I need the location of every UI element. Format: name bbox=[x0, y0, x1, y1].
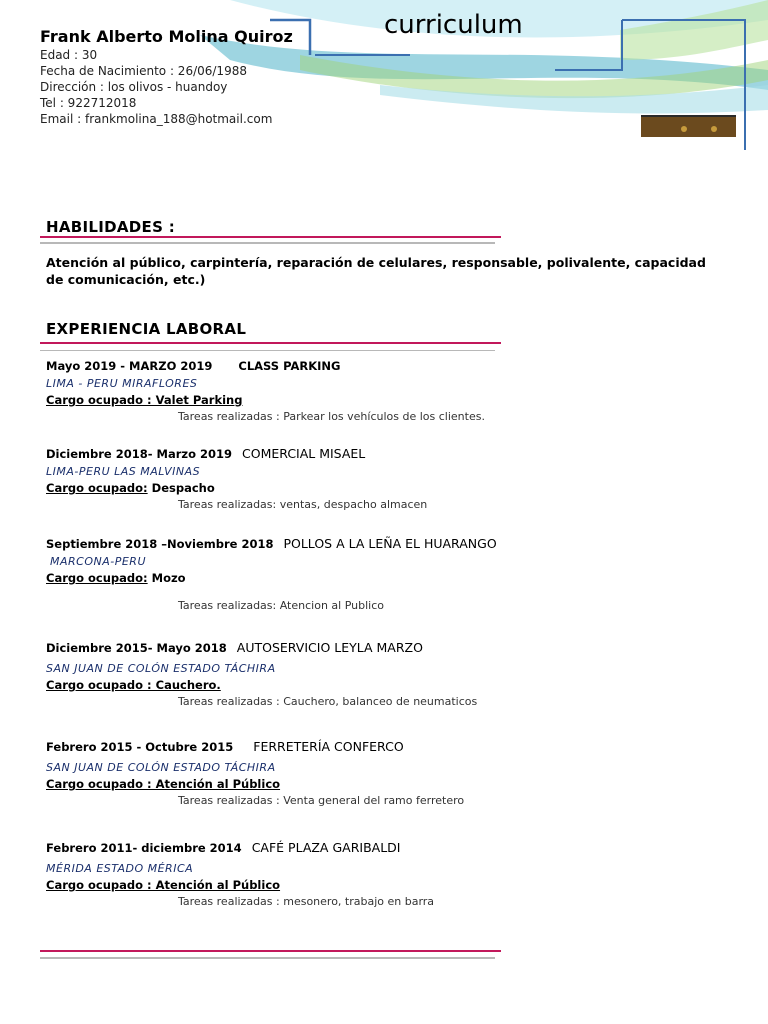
skills-heading: HABILIDADES : bbox=[46, 218, 175, 236]
job-tasks: Tareas realizadas : Venta general del ramo ferretero bbox=[178, 794, 465, 807]
job-date: Febrero 2011- diciembre 2014 bbox=[46, 841, 242, 855]
job-company: POLLOS A LA LEÑA EL HUARANGO bbox=[283, 536, 497, 551]
footer-rule-shadow bbox=[40, 957, 495, 959]
photo-detail bbox=[711, 126, 717, 132]
section-rule-shadow bbox=[40, 242, 495, 244]
job-date: Septiembre 2018 –Noviembre 2018 bbox=[46, 537, 274, 551]
candidate-name: Frank Alberto Molina Quiroz bbox=[40, 27, 293, 46]
job-date: Diciembre 2015- Mayo 2018 bbox=[46, 641, 227, 655]
job-company: CAFÉ PLAZA GARIBALDI bbox=[251, 840, 401, 855]
job-date: Mayo 2019 - MARZO 2019 bbox=[46, 359, 213, 373]
job-tasks: Tareas realizadas : mesonero, trabajo en barra bbox=[178, 895, 435, 908]
job-role: Cargo ocupado : Atención al Público bbox=[46, 878, 281, 892]
job-place: MÉRIDA ESTADO MÉRICA bbox=[46, 862, 194, 875]
job-place: LIMA - PERU MIRAFLORES bbox=[46, 377, 198, 390]
job-role: Cargo ocupado: bbox=[46, 481, 148, 495]
photo bbox=[641, 115, 736, 137]
job-entry bbox=[46, 637, 726, 708]
info-age: Edad : 30 bbox=[40, 48, 98, 62]
job-role: Cargo ocupado : Valet Parking bbox=[46, 393, 243, 407]
photo-detail bbox=[681, 126, 687, 132]
info-email: Email : frankmolina_188@hotmail.com bbox=[40, 112, 273, 126]
section-rule bbox=[40, 342, 501, 344]
job-company: CLASS PARKING bbox=[238, 359, 341, 373]
job-tasks: Tareas realizadas : Parkear los vehículos de los clientes. bbox=[178, 410, 485, 423]
job-company: AUTOSERVICIO LEYLA MARZO bbox=[236, 640, 423, 655]
job-tasks: Tareas realizadas: ventas, despacho almacen bbox=[178, 498, 428, 511]
job-entry bbox=[46, 355, 726, 423]
job-role: Cargo ocupado: bbox=[46, 571, 148, 585]
job-entry bbox=[46, 736, 726, 807]
info-birthdate: Fecha de Nacimiento : 26/06/1988 bbox=[40, 64, 247, 78]
section-rule bbox=[40, 236, 501, 238]
job-company: FERRETERÍA CONFERCO bbox=[253, 739, 404, 754]
job-tasks: Tareas realizadas: Atencion al Publico bbox=[178, 599, 384, 612]
job-place: MARCONA-PERU bbox=[50, 555, 146, 568]
job-date: Febrero 2015 - Octubre 2015 bbox=[46, 740, 234, 754]
footer-rule bbox=[40, 950, 501, 952]
job-place: SAN JUAN DE COLÓN ESTADO TÁCHIRA bbox=[46, 662, 276, 675]
info-phone: Tel : 922712018 bbox=[40, 96, 137, 110]
job-tasks: Tareas realizadas : Cauchero, balanceo de neumaticos bbox=[178, 695, 478, 708]
skills-text: Atención al público, carpintería, reparación de celulares, responsable, polivalente, capacidad de comunicación, etc.) bbox=[46, 255, 706, 287]
job-company: COMERCIAL MISAEL bbox=[242, 446, 366, 461]
experience-heading: EXPERIENCIA LABORAL bbox=[46, 320, 247, 338]
section-rule-shadow bbox=[40, 350, 495, 351]
job-role-value: Despacho bbox=[147, 481, 215, 495]
job-role-value: Mozo bbox=[147, 571, 186, 585]
job-entry bbox=[46, 837, 726, 908]
document-title: curriculum bbox=[384, 10, 523, 40]
job-role: Cargo ocupado : Atención al Público bbox=[46, 777, 281, 791]
job-date: Diciembre 2018- Marzo 2019 bbox=[46, 447, 232, 461]
info-address: Dirección : los olivos - huandoy bbox=[40, 80, 228, 94]
job-role: Cargo ocupado : Cauchero. bbox=[46, 678, 221, 692]
job-place: SAN JUAN DE COLÓN ESTADO TÁCHIRA bbox=[46, 761, 276, 774]
job-place: LIMA-PERU LAS MALVINAS bbox=[46, 465, 201, 478]
job-entry bbox=[46, 533, 726, 612]
job-entry bbox=[46, 443, 726, 511]
